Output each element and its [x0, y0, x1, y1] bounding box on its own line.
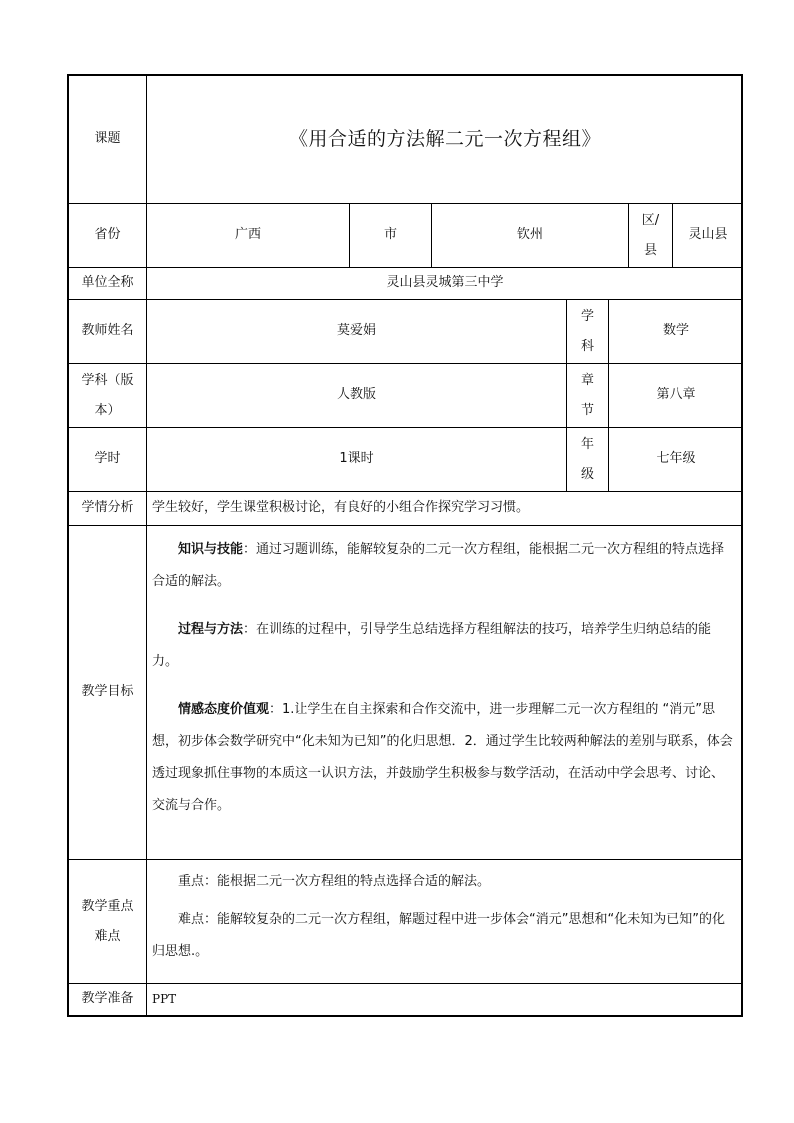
grade-label-line1: 年: [580, 436, 594, 452]
subject-label: [567, 300, 609, 364]
city-value: 钦州: [432, 204, 629, 268]
teacher-label: 教师姓名: [69, 300, 147, 364]
grade-value: 七年级: [609, 428, 743, 492]
district-value: 灵山县: [673, 204, 743, 268]
edition-label: [69, 364, 147, 428]
subject-value: 数学: [609, 300, 743, 364]
prep-value: PPT: [152, 992, 177, 1007]
edition-value: 人教版: [147, 364, 567, 428]
goal-process-label: 过程与方法: [178, 622, 244, 637]
grade-label: [567, 428, 609, 492]
subject-label-line2: 科: [580, 338, 594, 354]
hours-value: 1课时: [147, 428, 567, 492]
goal-knowledge: [152, 534, 735, 598]
chapter-label-line1: 章: [580, 372, 594, 388]
unit-value: 灵山县灵城第三中学: [147, 268, 743, 300]
edition-label-line2: 本）: [94, 402, 121, 418]
goals-label: 教学目标: [69, 526, 147, 860]
goal-process-text: ：在训练的过程中，引导学生总结选择方程组解法的技巧，培养学生归纳总结的能力。: [152, 622, 712, 669]
focus-label-line2: 难点: [94, 928, 121, 944]
focus-key: 重点：能根据二元一次方程组的特点选择合适的解法。: [178, 874, 491, 889]
province-label: 省份: [69, 204, 147, 268]
teacher-value: 莫爱娟: [147, 300, 567, 364]
lesson-title: 《用合适的方法解二元一次方程组》: [147, 76, 743, 204]
city-label: 市: [350, 204, 432, 268]
province-value: 广西: [147, 204, 350, 268]
lesson-plan-table: [67, 74, 743, 1017]
goal-knowledge-label: 知识与技能: [178, 542, 244, 557]
chapter-label-line2: 节: [580, 402, 594, 418]
grade-label-line2: 级: [580, 466, 594, 482]
goal-emotion-label: 情感态度价值观: [178, 702, 270, 717]
district-label-line1: 区/: [641, 212, 660, 228]
focus-label-line1: 教学重点: [81, 898, 134, 914]
district-label: [629, 204, 673, 268]
chapter-value: 第八章: [609, 364, 743, 428]
goal-emotion-text: ：1.让学生在自主探索和合作交流中，进一步理解二元一次方程组的 “消元”思想，初步体会数学研究中“化未知为已知”的化归思想．2．通过学生比较两种解法的差别与联系，体会透过现象抓住事物的本质这一认识方法，并鼓励学生积极参与数学活动，在活动中学会思考、讨论、交流与合作。: [152, 702, 733, 813]
topic-label: 课题: [69, 76, 147, 204]
analysis-label: 学情分析: [69, 492, 147, 526]
focus-label: [69, 860, 147, 984]
goal-process: [152, 614, 735, 678]
chapter-label: [567, 364, 609, 428]
analysis-value: 学生较好，学生课堂积极讨论，有良好的小组合作探究学习习惯。: [147, 492, 743, 526]
subject-label-line1: 学: [580, 308, 594, 324]
edition-label-line1: 学科（版: [81, 372, 134, 388]
unit-label: 单位全称: [69, 268, 147, 300]
goal-emotion: [152, 694, 735, 822]
focus-hard: 难点：能解较复杂的二元一次方程组，解题过程中进一步体会“消元”思想和“化未知为已知”的化归思想.。: [152, 912, 725, 959]
hours-label: 学时: [69, 428, 147, 492]
district-label-line2: 县: [643, 242, 657, 258]
goals-content: [147, 526, 743, 860]
prep-label: 教学准备: [69, 984, 147, 1015]
goal-knowledge-text: ：通过习题训练，能解较复杂的二元一次方程组，能根据二元一次方程组的特点选择合适的解法。: [152, 542, 725, 589]
focus-content: [147, 860, 743, 984]
